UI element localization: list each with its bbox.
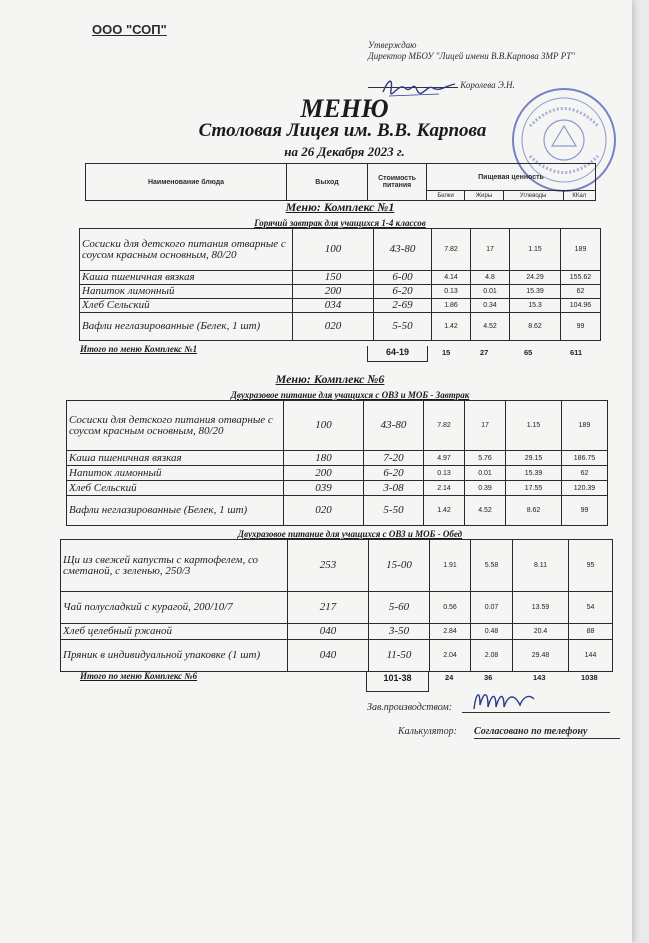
dish-output: 040: [288, 624, 369, 640]
dish-proteins: 2.04: [430, 640, 471, 672]
dish-fats: 0.07: [471, 592, 513, 624]
dish-carbs: 1.15: [510, 229, 561, 271]
dish-output: 034: [293, 299, 374, 313]
complex1-total-label: Итого по меню Комплекс №1: [80, 344, 198, 354]
dish-kcal: 189: [562, 401, 608, 451]
calculator-label: Калькулятор:: [398, 726, 457, 737]
dish-carbs: 8.62: [506, 496, 562, 526]
dish-name: Напиток лимонный: [67, 466, 284, 481]
dish-fats: 4.52: [471, 313, 510, 341]
header-proteins: Белки: [427, 191, 465, 201]
dish-cost: 2-69: [374, 299, 432, 313]
dish-carbs: 24.29: [510, 271, 561, 285]
table-row: [80, 229, 601, 271]
dish-proteins: 0.56: [430, 592, 471, 624]
dish-cost: 5-50: [364, 496, 424, 526]
dish-name: Хлеб целебный ржаной: [61, 624, 288, 640]
dish-name: Пряник в индивидуальной упаковке (1 шт): [61, 640, 288, 672]
table-row: [61, 640, 613, 672]
dish-kcal: 62: [561, 285, 601, 299]
dish-carbs: 8.62: [510, 313, 561, 341]
dish-proteins: 1.91: [430, 540, 471, 592]
dish-kcal: 62: [562, 466, 608, 481]
dish-proteins: 4.14: [432, 271, 471, 285]
dish-cost: 43-80: [374, 229, 432, 271]
complex6-total-cost: 101-38: [366, 671, 429, 692]
dish-fats: 5.76: [465, 451, 506, 466]
dish-kcal: 189: [561, 229, 601, 271]
dish-cost: 5-60: [369, 592, 430, 624]
complex6-total-proteins: 24: [445, 673, 454, 682]
complex6-lunch-table: [60, 539, 613, 672]
dish-proteins: 4.97: [424, 451, 465, 466]
dish-fats: 4.52: [465, 496, 506, 526]
dish-name: Вафли неглазированные (Белек, 1 шт): [67, 496, 284, 526]
dish-proteins: 7.82: [432, 229, 471, 271]
table-row: [67, 496, 608, 526]
dish-fats: 0.34: [471, 299, 510, 313]
dish-output: 180: [284, 451, 364, 466]
header-nutrition: Пищевая ценность: [427, 164, 596, 191]
menu-header-table: [85, 163, 596, 201]
production-signature: [470, 685, 550, 715]
table-row: [80, 285, 601, 299]
approval-signer: Королева Э.Н.: [460, 80, 515, 90]
dish-proteins: 1.42: [424, 496, 465, 526]
dish-cost: 6-20: [364, 466, 424, 481]
calculator-value: Согласовано по телефону: [474, 726, 620, 739]
dish-carbs: 17.55: [506, 481, 562, 496]
dish-proteins: 1.86: [432, 299, 471, 313]
dish-output: 020: [284, 496, 364, 526]
complex1-subtitle: Горячий завтрак для учащихся 1-4 классов: [254, 218, 426, 228]
complex1-title: Меню: Комплекс №1: [285, 200, 395, 214]
dish-carbs: 29.48: [513, 640, 569, 672]
dish-name: Чай полусладкий с курагой, 200/10/7: [61, 592, 288, 624]
dish-fats: 0.39: [465, 481, 506, 496]
complex6-breakfast-table: [66, 400, 608, 526]
dish-output: 020: [293, 313, 374, 341]
dish-carbs: 13.59: [513, 592, 569, 624]
dish-cost: 7-20: [364, 451, 424, 466]
dish-proteins: 0.13: [432, 285, 471, 299]
dish-cost: 3-08: [364, 481, 424, 496]
table-row: [61, 592, 613, 624]
dish-cost: 3-50: [369, 624, 430, 640]
approval-position: Директор МБОУ "Лицей имени В.В.Карпова ЗМР РТ": [368, 51, 575, 61]
dish-fats: 0.01: [465, 466, 506, 481]
dish-output: 200: [284, 466, 364, 481]
dish-proteins: 7.82: [424, 401, 465, 451]
production-label: Зав.производством:: [367, 702, 453, 713]
complex1-total-carbs: 65: [524, 348, 533, 357]
dish-output: 217: [288, 592, 369, 624]
dish-carbs: 15.39: [510, 285, 561, 299]
complex6-breakfast-subtitle: Двухразовое питание для учащихся с ОВЗ и МОБ - Завтрак: [230, 390, 470, 400]
table-row: [61, 540, 613, 592]
dish-kcal: 144: [569, 640, 613, 672]
dish-name: Напиток лимонный: [80, 285, 293, 299]
dish-carbs: 1.15: [506, 401, 562, 451]
dish-fats: 0.01: [471, 285, 510, 299]
complex1-total-fats: 27: [480, 348, 489, 357]
dish-kcal: 99: [561, 313, 601, 341]
dish-proteins: 1.42: [432, 313, 471, 341]
table-row: [61, 624, 613, 640]
dish-kcal: 95: [569, 540, 613, 592]
dish-proteins: 2.14: [424, 481, 465, 496]
dish-kcal: 104.96: [561, 299, 601, 313]
complex6-total-fats: 36: [484, 673, 493, 682]
complex6-total-kcal: 1038: [581, 673, 598, 682]
dish-cost: 6-00: [374, 271, 432, 285]
header-kcal: ККал: [563, 191, 595, 201]
complex6-total-label: Итого по меню Комплекс №6: [80, 671, 198, 681]
table-row: [80, 313, 601, 341]
dish-name: Сосиски для детского питания отварные с соусом красным основным, 80/20: [67, 401, 284, 451]
dish-fats: 17: [471, 229, 510, 271]
table-row: [80, 299, 601, 313]
organization-name: ООО "СОП": [92, 22, 167, 37]
header-dish-name: Наименование блюда: [86, 164, 287, 201]
dish-output: 150: [293, 271, 374, 285]
dish-fats: 2.08: [471, 640, 513, 672]
dish-output: 040: [288, 640, 369, 672]
dish-name: Хлеб Сельский: [67, 481, 284, 496]
table-row: [80, 271, 601, 285]
dish-output: 200: [293, 285, 374, 299]
complex6-title: Меню: Комплекс №6: [275, 372, 385, 386]
dish-cost: 43-80: [364, 401, 424, 451]
dish-kcal: 99: [562, 496, 608, 526]
dish-name: Хлеб Сельский: [80, 299, 293, 313]
menu-date: на 26 Декабря 2023 г.: [284, 144, 405, 159]
dish-cost: 15-00: [369, 540, 430, 592]
complex6-total-carbs: 143: [533, 673, 546, 682]
header-fats: Жиры: [465, 191, 503, 201]
dish-cost: 11-50: [369, 640, 430, 672]
complex1-total-proteins: 15: [442, 348, 451, 357]
complex1-total-kcal: 611: [570, 348, 583, 357]
dish-proteins: 2.84: [430, 624, 471, 640]
dish-carbs: 15.39: [506, 466, 562, 481]
dish-kcal: 186.75: [562, 451, 608, 466]
dish-output: 100: [284, 401, 364, 451]
dish-fats: 0.48: [471, 624, 513, 640]
header-output: Выход: [287, 164, 368, 201]
dish-carbs: 15.3: [510, 299, 561, 313]
table-row: [67, 401, 608, 451]
dish-cost: 5-50: [374, 313, 432, 341]
dish-kcal: 88: [569, 624, 613, 640]
dish-fats: 17: [465, 401, 506, 451]
dish-output: 039: [284, 481, 364, 496]
dish-kcal: 155.62: [561, 271, 601, 285]
dish-output: 100: [293, 229, 374, 271]
dish-carbs: 29.15: [506, 451, 562, 466]
dish-name: Каша пшеничная вязкая: [80, 271, 293, 285]
header-cost: Стоимость питания: [368, 164, 427, 201]
complex6-lunch-subtitle: Двухразовое питание для учащихся с ОВЗ и МОБ - Обед: [237, 529, 463, 539]
dish-fats: 4.8: [471, 271, 510, 285]
dish-proteins: 0.13: [424, 466, 465, 481]
complex1-total-cost: 64-19: [367, 346, 428, 362]
dish-carbs: 20.4: [513, 624, 569, 640]
dish-carbs: 8.11: [513, 540, 569, 592]
header-carbs: Углеводы: [503, 191, 563, 201]
table-row: [67, 481, 608, 496]
page-title: МЕНЮ: [300, 94, 389, 123]
table-row: [67, 451, 608, 466]
dish-output: 253: [288, 540, 369, 592]
dish-kcal: 120.39: [562, 481, 608, 496]
dish-name: Сосиски для детского питания отварные с соусом красным основным, 80/20: [80, 229, 293, 271]
complex1-table: [79, 228, 601, 341]
approval-heading: Утверждаю: [368, 40, 417, 50]
dish-cost: 6-20: [374, 285, 432, 299]
table-row: [67, 466, 608, 481]
dish-fats: 5.58: [471, 540, 513, 592]
dish-name: Щи из свежей капусты с картофелем, со сметаной, с зеленью, 250/3: [61, 540, 288, 592]
dish-kcal: 54: [569, 592, 613, 624]
canteen-name: Столовая Лицея им. В.В. Карпова: [198, 120, 487, 141]
dish-name: Каша пшеничная вязкая: [67, 451, 284, 466]
dish-name: Вафли неглазированные (Белек, 1 шт): [80, 313, 293, 341]
